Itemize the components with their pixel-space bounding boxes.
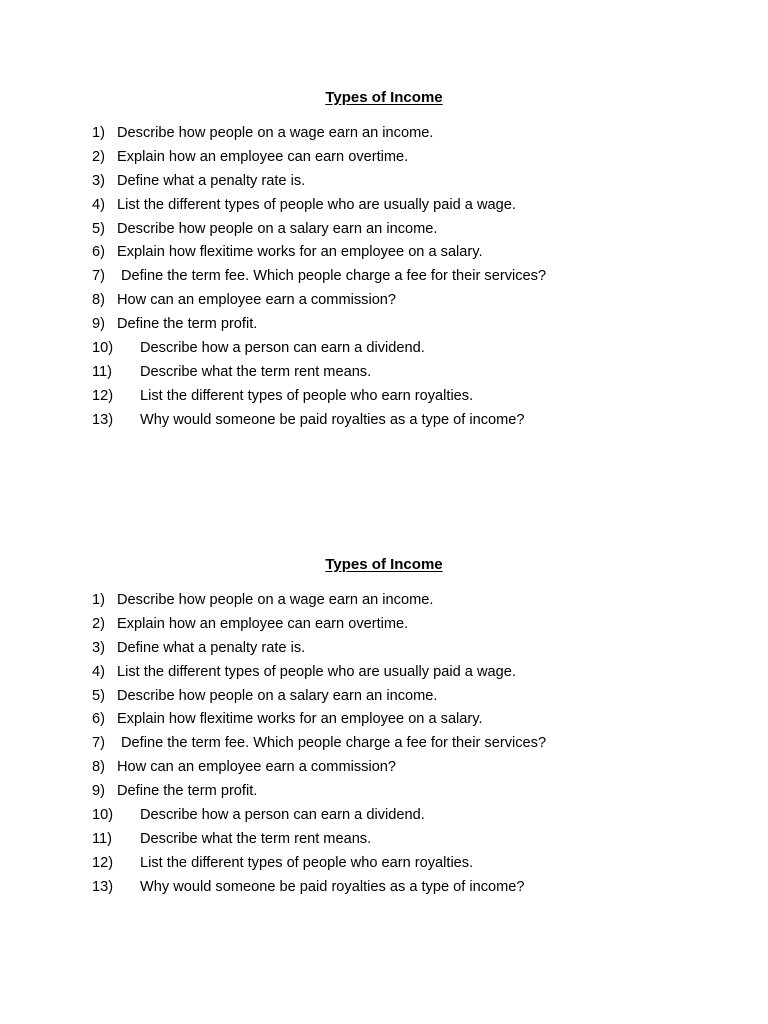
question-number: 12)	[92, 387, 114, 404]
question-item	[0, 409, 768, 433]
question-item	[0, 361, 768, 385]
question-item	[0, 122, 768, 146]
question-number: 1)	[92, 125, 105, 141]
question-number: 6)	[92, 711, 105, 728]
question-text: Explain how flexitime works for an employee on a salary.	[117, 244, 483, 261]
question-item	[0, 828, 768, 852]
question-number: 7)	[92, 735, 105, 752]
question-number: 6)	[92, 244, 105, 261]
question-item	[0, 194, 768, 218]
question-number: 12)	[92, 854, 114, 871]
question-item	[0, 170, 768, 194]
question-item	[0, 780, 768, 804]
question-number: 9)	[92, 783, 105, 800]
question-number: 2)	[92, 148, 105, 165]
question-text: Describe how people on a salary earn an income.	[117, 687, 438, 704]
question-text: List the different types of people who earn royalties.	[140, 387, 474, 404]
question-item	[0, 337, 768, 361]
question-number: 13)	[92, 411, 114, 428]
question-text: Define the term profit.	[117, 316, 258, 333]
worksheet-title: Types of Income	[325, 89, 443, 106]
question-item	[0, 756, 768, 780]
question-text: Describe what the term rent means.	[140, 830, 372, 847]
question-item	[0, 613, 768, 637]
question-number: 11)	[92, 363, 113, 380]
question-item	[0, 146, 768, 170]
question-number: 10)	[92, 807, 114, 824]
question-text: Define what a penalty rate is.	[117, 172, 306, 189]
question-text: List the different types of people who are usually paid a wage.	[117, 663, 516, 680]
question-number: 5)	[92, 687, 105, 704]
question-item	[0, 732, 768, 756]
question-text: Describe how a person can earn a dividend.	[140, 807, 425, 824]
question-number: 10)	[92, 340, 114, 357]
question-text: Describe how people on a salary earn an income.	[117, 220, 438, 237]
question-item	[0, 218, 768, 242]
worksheet-title: Types of Income	[325, 556, 443, 573]
question-number: 4)	[92, 196, 105, 213]
question-list	[0, 122, 768, 433]
question-item	[0, 804, 768, 828]
question-number: 9)	[92, 316, 105, 333]
question-text: How can an employee earn a commission?	[117, 292, 397, 309]
question-number: 8)	[92, 292, 105, 309]
question-item	[0, 385, 768, 409]
question-item	[0, 637, 768, 661]
question-number: 3)	[92, 172, 105, 189]
question-number: 8)	[92, 759, 105, 776]
question-text: Define the term fee. Which people charge a fee for their services?	[121, 268, 547, 285]
question-item	[0, 589, 768, 613]
question-text: Define what a penalty rate is.	[117, 639, 306, 656]
question-number: 5)	[92, 220, 105, 237]
question-text: Define the term profit.	[117, 783, 258, 800]
question-text: Explain how flexitime works for an employee on a salary.	[117, 711, 483, 728]
question-number: 1)	[92, 592, 105, 608]
question-text: Describe how people on a wage earn an income.	[117, 592, 434, 608]
question-text: Explain how an employee can earn overtime.	[117, 615, 409, 632]
question-item	[0, 685, 768, 709]
question-text: Why would someone be paid royalties as a type of income?	[140, 878, 525, 895]
question-item	[0, 241, 768, 265]
question-number: 13)	[92, 878, 114, 895]
question-item	[0, 852, 768, 876]
question-item	[0, 313, 768, 337]
question-text: Define the term fee. Which people charge a fee for their services?	[121, 735, 547, 752]
question-text: List the different types of people who are usually paid a wage.	[117, 196, 516, 213]
question-item	[0, 289, 768, 313]
question-text: Why would someone be paid royalties as a type of income?	[140, 411, 525, 428]
question-text: Describe what the term rent means.	[140, 363, 372, 380]
question-item	[0, 876, 768, 900]
question-item	[0, 661, 768, 685]
question-text: Explain how an employee can earn overtime.	[117, 148, 409, 165]
question-number: 11)	[92, 830, 113, 847]
question-item	[0, 265, 768, 289]
question-text: List the different types of people who earn royalties.	[140, 854, 474, 871]
question-number: 7)	[92, 268, 105, 285]
question-text: How can an employee earn a commission?	[117, 759, 397, 776]
question-text: Describe how a person can earn a dividend.	[140, 340, 425, 357]
question-list	[0, 589, 768, 900]
question-text: Describe how people on a wage earn an income.	[117, 125, 434, 141]
worksheet	[0, 88, 768, 433]
question-number: 3)	[92, 639, 105, 656]
question-number: 4)	[92, 663, 105, 680]
worksheet	[0, 555, 768, 900]
question-number: 2)	[92, 615, 105, 632]
question-item	[0, 708, 768, 732]
